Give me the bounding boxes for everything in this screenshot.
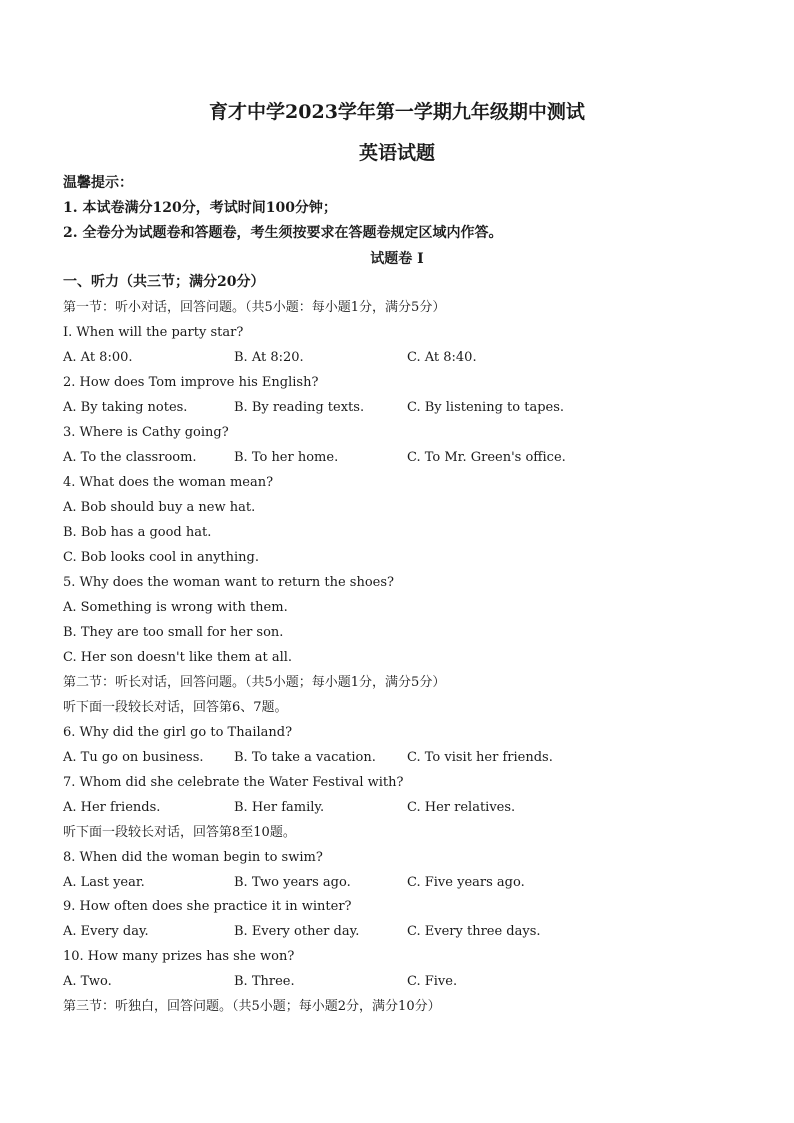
option-c: C. Bob looks cool in anything. (63, 550, 260, 565)
option-a: A. At 8:00. (63, 350, 133, 365)
question-6: 6. Why did the girl go to Thailand? (63, 725, 293, 740)
question-3: 3. Where is Cathy going? (63, 425, 229, 440)
option-a: A. Last year. (63, 875, 145, 890)
option-a: A. Every day. (63, 924, 149, 939)
option-b: B. Every other day. (234, 924, 360, 939)
dialog1-instruction: 听下面一段较长对话，回答第6、7题。 (63, 700, 288, 715)
option-c: C. Every three days. (407, 924, 541, 939)
section2-instruction: 第二节：听长对话，回答问题。（共5小题；每小题1分，满分5分） (63, 675, 446, 690)
option-c: C. To visit her friends. (407, 750, 553, 765)
option-c: C. Five years ago. (407, 875, 525, 890)
option-a: A. Bob should buy a new hat. (63, 500, 256, 515)
option-a: A. Tu go on business. (63, 750, 204, 765)
exam-title: 育才中学2023学年第一学期九年级期中测试 (209, 101, 585, 123)
option-b: B. To her home. (234, 450, 339, 465)
question-2: 2. How does Tom improve his English? (63, 375, 319, 390)
question-4: 4. What does the woman mean? (63, 475, 274, 490)
dialog2-instruction: 听下面一段较长对话，回答第8至10题。 (63, 825, 296, 840)
tip-1: 1. 本试卷满分120分，考试时间100分钟； (63, 200, 337, 216)
question-5: 5. Why does the woman want to return the shoes? (63, 575, 394, 590)
option-c: C. Five. (407, 974, 458, 989)
option-c: C. To Mr. Green's office. (407, 450, 566, 465)
question-7: 7. Whom did she celebrate the Water Festival with? (63, 775, 404, 790)
question-8: 8. When did the woman begin to swim? (63, 850, 323, 865)
option-b: B. To take a vacation. (234, 750, 376, 765)
question-9: 9. How often does she practice it in winter? (63, 899, 352, 914)
option-a: A. Her friends. (63, 800, 161, 815)
exam-subtitle: 英语试题 (358, 142, 435, 164)
option-c: C. Her son doesn't like them at all. (63, 650, 293, 665)
option-a: A. Two. (63, 974, 112, 989)
part1-heading: 一、听力（共三节；满分20分） (63, 274, 265, 290)
section3-instruction: 第三节：听独白，回答问题。（共5小题；每小题2分，满分10分） (63, 999, 441, 1014)
section1-instruction: 第一节：听小对话，回答问题。（共5小题：每小题1分，满分5分） (63, 300, 446, 315)
tips-heading: 温馨提示： (63, 175, 133, 191)
option-b: B. Three. (234, 974, 295, 989)
option-b: B. They are too small for her son. (63, 625, 284, 640)
option-b: B. Two years ago. (234, 875, 351, 890)
option-c: C. At 8:40. (407, 350, 477, 365)
option-a: A. To the classroom. (63, 450, 197, 465)
tip-2: 2. 全卷分为试题卷和答题卷，考生须按要求在答题卷规定区域内作答。 (63, 225, 503, 241)
option-a: A. By taking notes. (63, 400, 188, 415)
option-c: C. Her relatives. (407, 800, 516, 815)
option-b: B. By reading texts. (234, 400, 365, 415)
option-c: C. By listening to tapes. (407, 400, 565, 415)
paper-label: 试题卷 I (370, 251, 424, 267)
option-b: B. At 8:20. (234, 350, 304, 365)
option-b: B. Bob has a good hat. (63, 525, 212, 540)
question-10: 10. How many prizes has she won? (63, 949, 295, 964)
question-1: I. When will the party star? (63, 325, 244, 340)
option-b: B. Her family. (234, 800, 325, 815)
option-a: A. Something is wrong with them. (63, 600, 288, 615)
